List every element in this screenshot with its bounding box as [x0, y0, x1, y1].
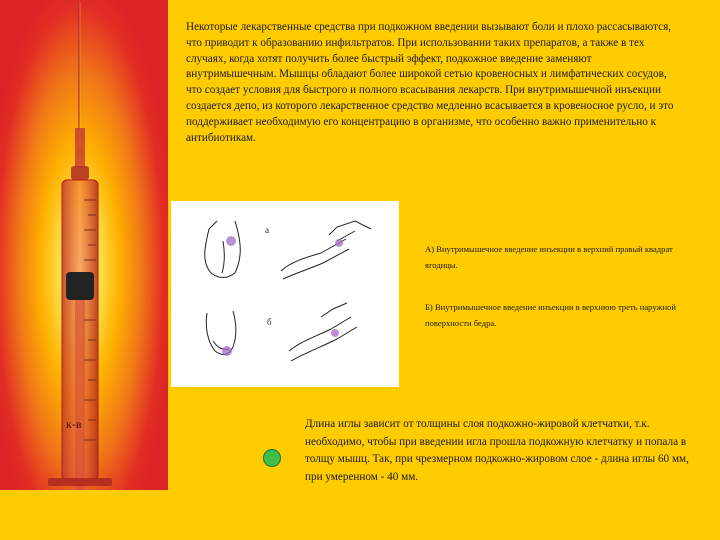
needle-length-paragraph: Длина иглы зависит от толщины слоя подкожно-жировой клетчатки, т.к. необходимо, чтобы при введении игла прошла подкожную клетчатку и попала в толщу мышц. Так, при чрезмерном подкожно-жировом слое - длина иглы 60 мм, при умеренном - 40 мм. [305, 418, 689, 483]
caption-thigh-injection: Б) Внутримышечное введение инъекции в верхнюю треть наружной поверхности бедра. [425, 302, 676, 328]
intro-paragraph: Некоторые лекарственные средства при подкожном введении вызывают боли и плохо рассасываются, что приводит к образованию инфильтратов. При использовании таких препаратов, а также в тех случаях, когда хотят получить более быстрый эффект, подкожное введение заменяют внутримышечным. Мышцы обладают более широкой сетью кровеносных и лимфатических сосудов, что создает условия для быстрого и полного всасывания лекарств. При внутримышечной инъекции создается депо, из которого лекарственное средство медленно всасывается в кровеносное русло, и это поддерживает необходимую его концентрацию в организме, что особенно важно применительно к антибиотикам. [186, 21, 674, 144]
caption-gluteal-injection: А) Внутримышечное введение инъекции в верхний правый квадрат ягодицы. [425, 244, 673, 270]
injection-sites-drawing [171, 201, 399, 387]
injection-illustration [171, 201, 399, 387]
green-circle-bullet-icon [263, 449, 281, 467]
syringe-marking: к-в [66, 417, 82, 431]
bottom-strip [0, 490, 720, 540]
illustration-label-a: а [265, 225, 269, 235]
syringe-icon [0, 0, 168, 540]
decorative-gradient-panel [0, 0, 168, 540]
illustration-label-b: б [267, 317, 272, 327]
